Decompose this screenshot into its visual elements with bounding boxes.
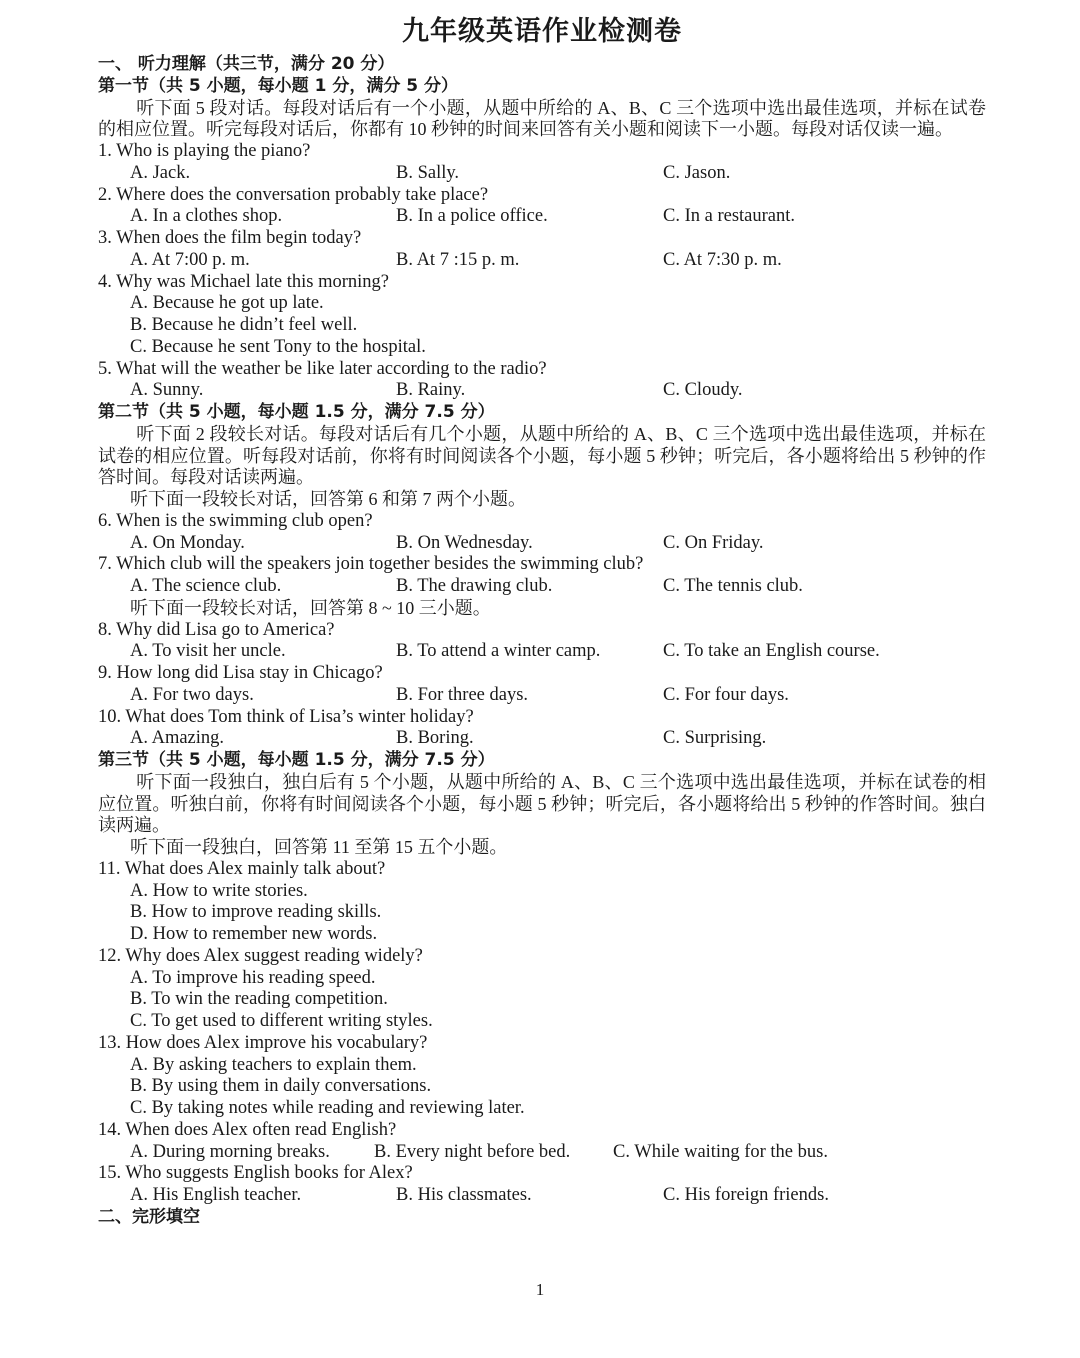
option-b: B. Every night before bed. — [374, 1141, 571, 1162]
option-c: C. For four days. — [663, 684, 789, 705]
question-10: 10. What does Tom think of Lisa’s winter holiday? — [98, 706, 474, 727]
option-b: B. Because he didn’t feel well. — [130, 315, 358, 335]
option-a: A. How to write stories. — [130, 880, 308, 901]
option-a: A. To improve his reading speed. — [130, 967, 376, 988]
option-a: A. His English teacher. — [130, 1185, 302, 1205]
question-8: 8. Why did Lisa go to America? — [98, 619, 335, 640]
option-c: C. Because he sent Tony to the hospital. — [130, 336, 426, 357]
option-a: A. Jack. — [130, 162, 191, 183]
question-14-options — [98, 1142, 986, 1164]
option-a: A. During morning breaks. — [130, 1141, 330, 1162]
option-b: B. To attend a winter camp. — [396, 641, 601, 662]
option-c: C. Surprising. — [663, 728, 767, 749]
option-b: B. How to improve reading skills. — [130, 902, 382, 923]
question-9: 9. How long did Lisa stay in Chicago? — [98, 663, 383, 683]
option-a: A. In a clothes shop. — [130, 206, 283, 227]
section3-heading: 第三节（共 5 小题，每小题 1.5 分，满分 7.5 分） — [98, 750, 495, 770]
question-8-options — [98, 641, 986, 663]
option-c: C. His foreign friends. — [663, 1185, 829, 1205]
option-c: C. On Friday. — [663, 532, 764, 553]
exam-sheet — [98, 10, 986, 1229]
option-b: B. At 7 :15 p. m. — [396, 249, 520, 270]
option-a: A. On Monday. — [130, 532, 245, 553]
question-10-options — [98, 728, 986, 750]
option-c: C. By taking notes while reading and reviewing later. — [130, 1098, 525, 1118]
option-a: A. Sunny. — [130, 380, 204, 401]
option-b: B. Sally. — [396, 162, 460, 183]
option-c: D. How to remember new words. — [130, 924, 378, 944]
section2-instruction: 听下面 2 段较长对话。每段对话后有几个小题，从题中所给的 A、B、C 三个选项中选出最佳选项，并标在试卷的相应位置。听每段对话前，你将有时间阅读各个小题，每小题 5 秒钟；听完后，各小题将给出 5 秒钟的作答时间。每段对话读两遍。 — [98, 423, 986, 488]
page-title: 九年级英语作业检测卷 — [402, 16, 682, 47]
question-13: 13. How does Alex improve his vocabulary? — [98, 1032, 428, 1053]
question-11: 11. What does Alex mainly talk about? — [98, 858, 386, 879]
section2-heading: 第二节（共 5 小题，每小题 1.5 分，满分 7.5 分） — [98, 402, 495, 422]
question-2-options — [98, 206, 986, 228]
option-c: C. At 7:30 p. m. — [663, 249, 782, 270]
question-5: 5. What will the weather be like later according to the radio? — [98, 358, 547, 379]
option-b: B. His classmates. — [396, 1185, 532, 1205]
option-a: A. Amazing. — [130, 728, 225, 749]
option-c: C. Cloudy. — [663, 380, 743, 401]
option-c: C. To get used to different writing styles. — [130, 1011, 433, 1031]
option-a: A. By asking teachers to explain them. — [130, 1054, 417, 1075]
part1-heading: 一、 听力理解（共三节，满分 20 分） — [98, 54, 395, 74]
option-a: A. The science club. — [130, 576, 282, 596]
question-15: 15. Who suggests English books for Alex? — [98, 1163, 413, 1184]
option-b: B. By using them in daily conversations. — [130, 1076, 432, 1097]
part2-heading: 二、完形填空 — [98, 1206, 200, 1227]
question-2: 2. Where does the conversation probably take place? — [98, 184, 489, 205]
section1-heading: 第一节（共 5 小题，每小题 1 分，满分 5 分） — [98, 75, 458, 96]
option-b: B. For three days. — [396, 684, 529, 705]
option-b: B. Rainy. — [396, 380, 466, 401]
option-b: B. Boring. — [396, 728, 474, 749]
option-a: A. Because he got up late. — [130, 293, 324, 314]
section2-note-2: 听下面一段较长对话，回答第 8 ~ 10 三小题。 — [130, 597, 491, 618]
question-3: 3. When does the film begin today? — [98, 228, 362, 248]
question-14: 14. When does Alex often read English? — [98, 1119, 397, 1140]
option-a: A. For two days. — [130, 684, 254, 705]
question-6-options — [98, 533, 986, 555]
section3-instruction: 听下面一段独白，独白后有 5 个小题，从题中所给的 A、B、C 三个选项中选出最佳选项，并标在试卷的相应位置。听独白前，你将有时间阅读各个小题，每小题 5 秒钟；听完后，各小题将给出 5 秒钟的作答时间。独白读两遍。 — [98, 771, 986, 836]
option-b: B. The drawing club. — [396, 576, 553, 596]
option-b: B. To win the reading competition. — [130, 989, 388, 1010]
question-5-options — [98, 380, 986, 402]
option-c: C. In a restaurant. — [663, 206, 796, 227]
question-1: 1. Who is playing the piano? — [98, 141, 311, 161]
question-7-options — [98, 576, 986, 598]
option-c: C. The tennis club. — [663, 576, 803, 596]
question-7: 7. Which club will the speakers join together besides the swimming club? — [98, 554, 644, 575]
option-b: B. On Wednesday. — [396, 532, 533, 553]
page-number: 1 — [535, 1280, 545, 1299]
option-c: C. To take an English course. — [663, 641, 880, 662]
question-6: 6. When is the swimming club open? — [98, 510, 373, 531]
question-12: 12. Why does Alex suggest reading widely? — [98, 945, 423, 966]
option-b: B. In a police office. — [396, 206, 548, 227]
question-1-options — [98, 163, 986, 185]
option-a: A. At 7:00 p. m. — [130, 249, 250, 270]
option-a: A. To visit her uncle. — [130, 641, 286, 662]
section3-note: 听下面一段独白，回答第 11 至第 15 五个小题。 — [130, 837, 508, 857]
question-9-options — [98, 685, 986, 707]
question-15-options — [98, 1185, 986, 1207]
section1-instruction: 听下面 5 段对话。每段对话后有一个小题，从题中所给的 A、B、C 三个选项中选出最佳选项，并标在试卷的相应位置。听完每段对话后，你都有 10 秒钟的时间来回答有关小题和阅读下一小题。每段对话仅读一遍。 — [98, 97, 986, 140]
option-c: C. While waiting for the bus. — [613, 1141, 828, 1162]
option-c: C. Jason. — [663, 162, 731, 183]
question-4: 4. Why was Michael late this morning? — [98, 271, 389, 292]
section2-note-1: 听下面一段较长对话，回答第 6 和第 7 两个小题。 — [130, 489, 526, 509]
question-3-options — [98, 250, 986, 272]
